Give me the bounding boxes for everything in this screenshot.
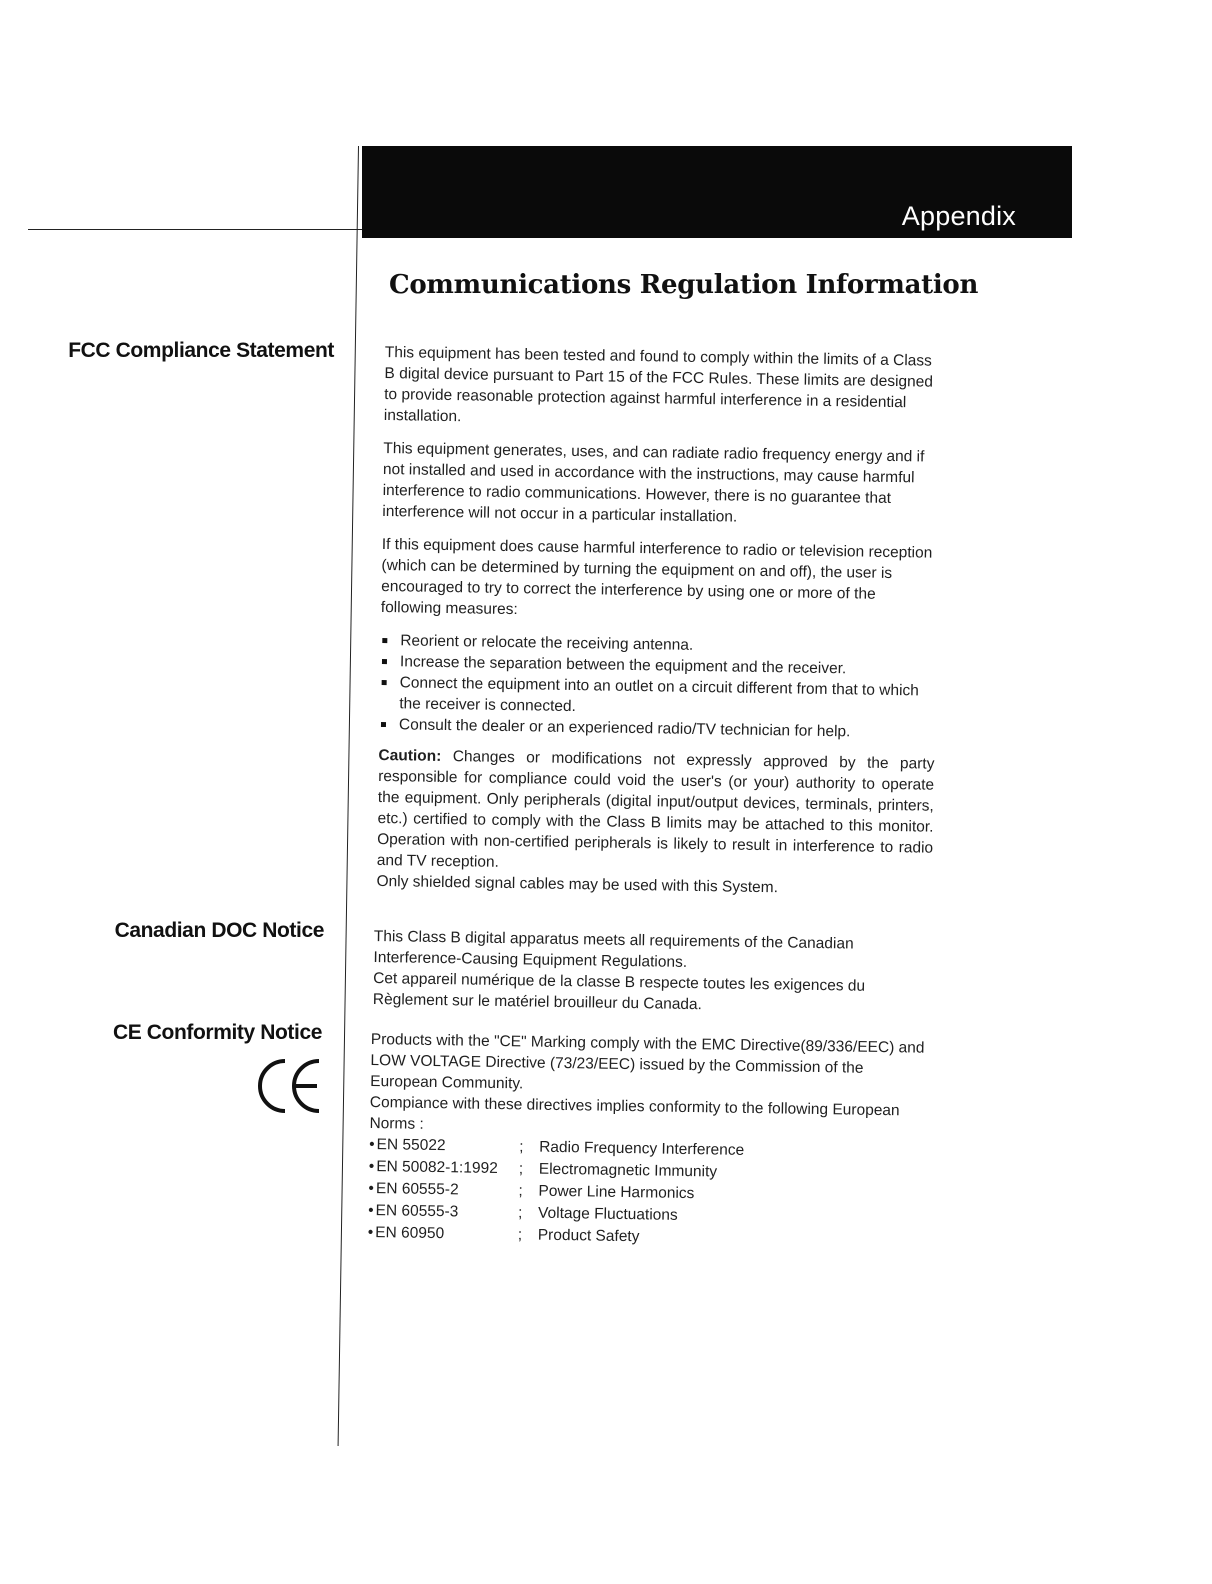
norm-separator: ;: [517, 1226, 523, 1244]
doc-french: Cet appareil numérique de la classe B respecte toutes les exigences du Règlement sur le matériel brouilleur du Canada.: [372, 969, 866, 1014]
norm-separator: ;: [518, 1182, 523, 1200]
doc-heading: Canadian DOC Notice: [114, 919, 324, 942]
doc-section: [373, 926, 914, 1018]
list-item: Consult the dealer or an experienced radio/TV technician for help.: [379, 714, 935, 744]
fcc-paragraph-2: This equipment generates, uses, and can radiate radio frequency energy and if not installed and used in accordance with the instructions, may cause harmful interference to radio communications. However, there is no guarantee that interference will not occur in a particular installation.: [382, 439, 925, 526]
norm-code: • EN 55022: [369, 1134, 519, 1158]
norm-separator: ;: [519, 1138, 524, 1156]
header-rule: [28, 229, 362, 230]
shielded-note: Only shielded signal cables may be used with this System.: [376, 872, 779, 897]
ce-mark-icon: [255, 1055, 325, 1117]
fcc-paragraph-3: If this equipment does cause harmful interference to radio or television reception (which can be determined by turning the equipment on and off), the user is encouraged to try to correct the interference by using one or more of the following measures:: [380, 535, 933, 619]
fcc-paragraph-1: This equipment has been tested and found to comply within the limits of a Class B digital device pursuant to Part 15 of the FCC Rules. These limits are designed to provide reasonable protection against harmful interference in a residential installation.: [383, 343, 934, 426]
header-band: [362, 146, 1072, 238]
section-title: Appendix: [901, 201, 1016, 231]
fcc-heading: FCC Compliance Statement: [68, 339, 334, 362]
norm-code: • EN 50082-1:1992: [369, 1156, 519, 1180]
norm-description: Power Line Harmonics: [538, 1182, 695, 1203]
measures-list: [379, 630, 937, 744]
vertical-rule: [338, 146, 359, 1446]
fcc-section: [376, 342, 941, 901]
page-title: Communications Regulation Information: [389, 270, 979, 300]
caution-label: Caution:: [378, 746, 442, 765]
list-item: Connect the equipment into an outlet on a circuit different from that to which the receiver is connected.: [379, 672, 936, 723]
list-item: Increase the separation between the equipment and the receiver.: [380, 651, 936, 681]
norm-description: Electromagnetic Immunity: [538, 1160, 718, 1181]
norm-code: • EN 60555-2: [368, 1178, 518, 1202]
norms-list: [368, 1134, 930, 1253]
caution-paragraph: [377, 745, 935, 880]
norm-separator: ;: [517, 1204, 523, 1222]
norm-description: Radio Frequency Interference: [539, 1138, 745, 1159]
doc-english: This Class B digital apparatus meets all requirements of the Canadian Interference-Causing Equipment Regulations.: [373, 927, 854, 971]
ce-heading: CE Conformity Notice: [112, 1021, 322, 1044]
ce-section: [368, 1029, 931, 1253]
ce-paragraph: Products with the "CE" Marking comply with the EMC Directive(89/336/EEC) and LOW VOLTAGE Directive (73/23/EEC) issued by the Commission of the European Community.: [370, 1030, 925, 1093]
norm-description: Voltage Fluctuations: [537, 1204, 678, 1224]
ce-compliance-intro: Compiance with these directives implies conformity to the following European Norms :: [369, 1093, 900, 1133]
norm-code: • EN 60555-3: [368, 1200, 518, 1224]
caution-text: Changes or modifications not expressly approved by the party responsible for compliance could void the user's (or your) authority to operate the equipment. Only peripherals (digital input/output devices, terminals, printers, etc.) certified to comply with the Class B limits may be attached to this monitor. Operation with non-certified peripherals is likely to result in interference to radio and TV reception.: [376, 748, 935, 871]
list-item: Reorient or relocate the receiving antenna.: [380, 630, 936, 660]
norm-description: Product Safety: [537, 1226, 640, 1246]
norm-code: • EN 60950: [368, 1222, 518, 1246]
norm-separator: ;: [518, 1160, 524, 1178]
